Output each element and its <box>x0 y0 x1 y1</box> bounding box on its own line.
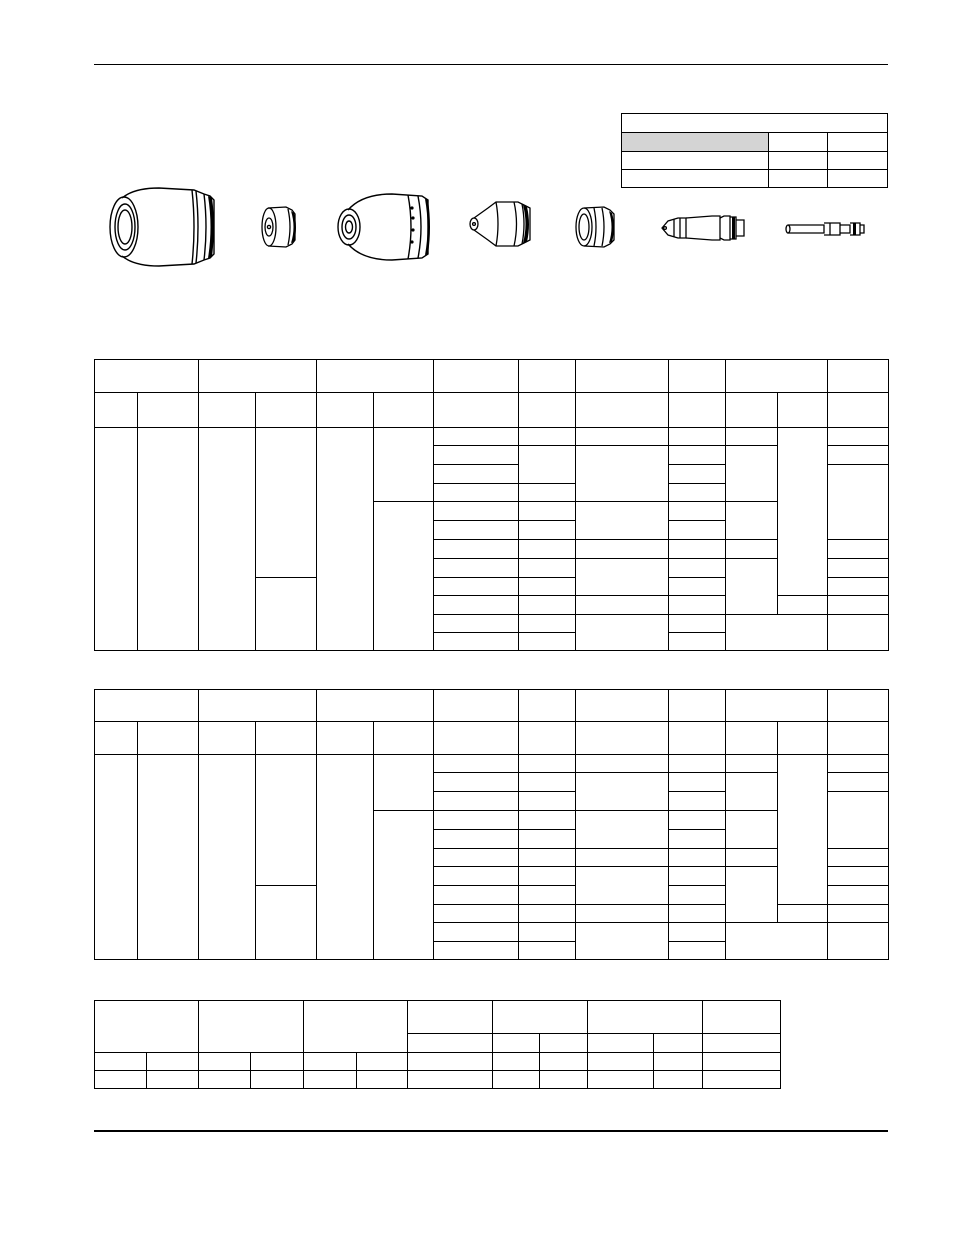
water-tube-icon <box>784 218 868 240</box>
shield-icon <box>104 184 220 270</box>
nozzle-icon <box>466 196 536 252</box>
table-border <box>95 690 889 960</box>
table-border <box>95 1001 781 1089</box>
swirl-ring-icon <box>572 204 618 250</box>
electrode-icon <box>660 210 750 246</box>
table-border <box>95 360 889 651</box>
retaining-cap-icon <box>332 190 432 264</box>
footer-rule <box>94 1130 888 1132</box>
shield-cap-icon <box>258 204 300 250</box>
legend-header-shade <box>621 132 768 151</box>
header-rule <box>94 64 888 65</box>
